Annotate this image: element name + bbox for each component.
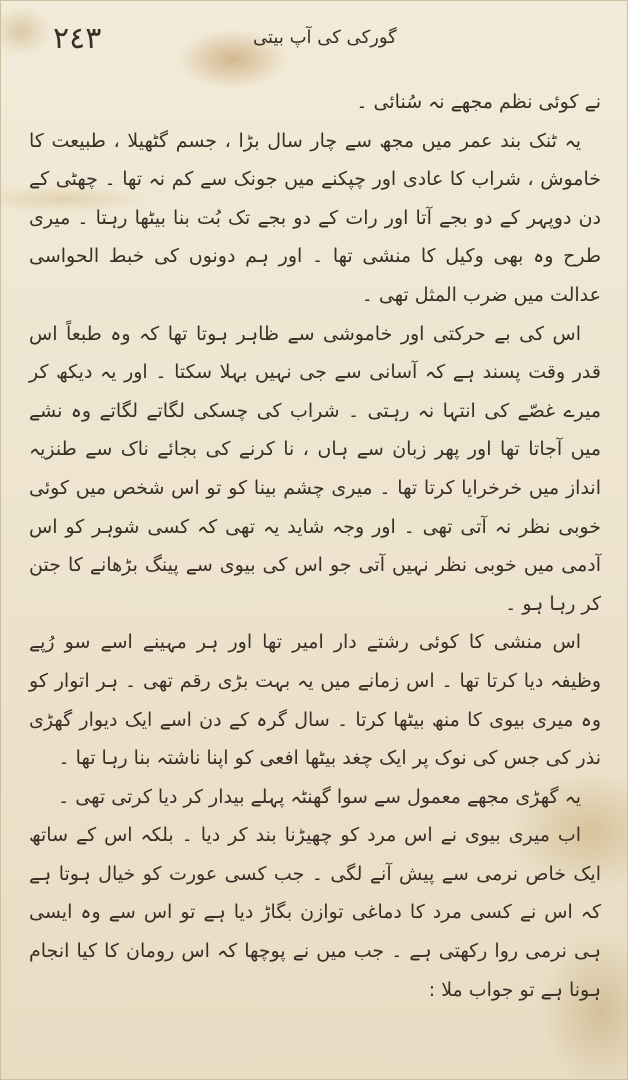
paragraph: اس کی بے حرکتی اور خاموشی سے ظاہر ہوتا تھا کہ وہ طبعاً اس قدر وقت پسند ہے کہ آسانی سے جی نہیں بہلا سکتا ۔ اور یہ دیکھ کر میرے غصّے کی انتہا نہ رہتی ۔ شراب کی چسکی لگاتے لگاتے وہ نشے میں آجاتا تھا اور پھر زبان سے ہاں ، نا کرنے کی بجائے ناک سے طنزیہ انداز میں خرخرایا کرتا تھا ۔ میری چشم بینا کو تو اس شخص میں کوئی خوبی نظر نہ آتی تھی ۔ اور وجہ شاید یہ تھی کہ کسی شوہر کو اس آدمی میں خوبی نظر نہیں آتی جو اس کی بیوی سے پینگ بڑھانے کا جتن کر رہا ہو ۔: [29, 322, 601, 615]
paragraph: اس منشی کا کوئی رشتے دار امیر تھا اور ہر مہینے اسے سو رُپے وظیفہ دیا کرتا تھا ۔ اس زمانے میں یہ بہت بڑی رقم تھی ۔ ہر اتوار کو وہ میری بیوی کا منھ بیٹھا کرتا ۔ سال گرہ کے دن اسے ایک دیوار گھڑی نذر کی جس کی نوک پر ایک چغد بیٹھا افعی کو اپنا ناشتہ بنا رہا تھا ۔: [29, 631, 601, 770]
paragraph: اب میری بیوی نے اس مرد کو چھیڑنا بند کر دیا ۔ بلکہ اس کے ساتھ ایک خاص نرمی سے پیش آنے لگی ۔ جب کسی عورت کو خیال ہوتا ہے کہ اس نے کسی مرد کا دماغی توازن بگاڑ دیا ہے تو اس سے وہ ایسی ہی نرمی روا رکھتی ہے ۔ جب میں نے پوچھا کہ اس رومان کا کیا انجام ہونا ہے تو جواب ملا :: [29, 824, 601, 1001]
paragraph: یہ ٹنک بند عمر میں مجھ سے چار سال بڑا ، جسم گٹھیلا ، طبیعت کا خاموش ، شراب کا عادی اور چپکنے میں جونک سے کم نہ تھا ۔ چھٹی کے دن دوپہر کے دو بجے آتا اور رات کے دو بجے تک بُت بنا بیٹھا رہتا ۔ میری طرح وہ بھی وکیل کا منشی تھا ۔ اور ہم دونوں کی خبط الحواسی عدالت میں ضرب المثل تھی ۔: [29, 129, 601, 306]
running-title: گورکی کی آپ بیتی: [253, 27, 397, 48]
page-header: [1, 17, 628, 61]
paragraph: نے کوئی نظم مجھے نہ سُنائی ۔: [356, 91, 601, 113]
page-number: ٢٤٣: [53, 21, 102, 56]
body-text: [29, 83, 601, 1009]
paragraph: یہ گھڑی مجھے معمول سے سوا گھنٹہ پہلے بیدار کر دیا کرتی تھی ۔: [58, 785, 581, 808]
